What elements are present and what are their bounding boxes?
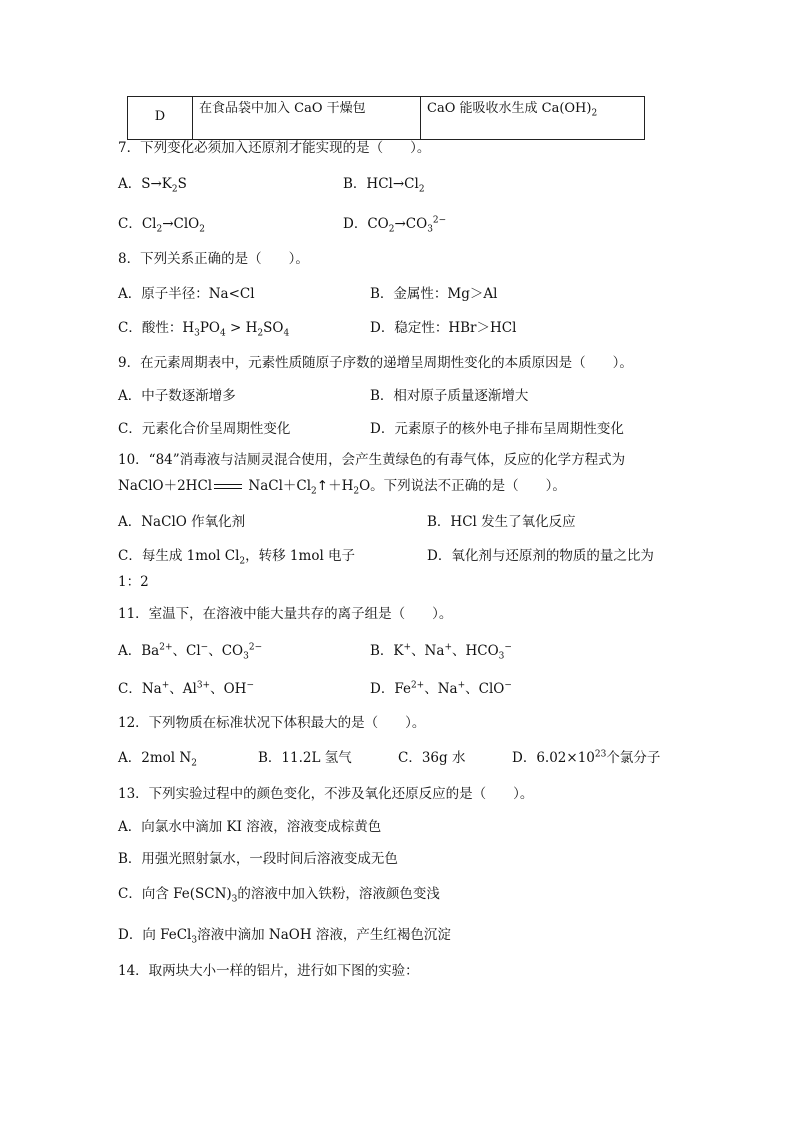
table-row [128,97,645,140]
q12-option-b: B．11.2L 氢气 [258,750,352,766]
q10-stem: 10．“84”消毒液与洁厕灵混合使用，会产生黄绿色的有毒气体，反应的化学方程式为 [118,452,626,468]
q7-option-d: D．$CO_2\to CO_3^{2-}$ [343,215,447,235]
q11-stem: 11．室温下，在溶液中能大量共存的离子组是（ ）。 [118,606,453,622]
q11-option-a: A．$Ba^{2+}$、Cl−、$CO_3^{2-}$ [118,642,263,662]
q11-option-d: D．$Fe^{2+}$、Na+、ClO− [370,680,512,697]
q8-option-a: A．原子半径：Na<Cl [118,286,255,302]
q8-option-c: C．酸性：$H_3PO_4 > H_2SO_4$ [118,320,290,339]
q8-option-d: D．稳定性：HBr＞HCl [370,320,517,336]
q9-option-a: A．中子数逐渐增多 [118,388,236,404]
q7-option-b: B．$HCl\to Cl_2$ [343,176,425,195]
q12-option-c: C．36g 水 [398,750,466,766]
equals-sign-icon [212,482,244,492]
q7-option-a: A．$S\to K_2S$ [118,176,187,195]
q10-option-d-cont: 1：2 [118,574,149,590]
table-cell-action: 在食品袋中加入 CaO 干燥包 [193,97,421,140]
q10-equation: NaClO＋2HCl $NaCl+Cl_2↑+H_2O$。下列说法不正确的是（ ）。 [118,478,566,497]
q8-option-b: B．金属性：Mg＞Al [370,286,498,302]
q9-option-d: D．元素原子的核外电子排布呈周期性变化 [370,421,624,437]
q7-option-c: C．$Cl_2\to ClO_2$ [118,216,205,235]
q9-option-c: C．元素化合价呈周期性变化 [118,421,291,437]
table-cell-option: D [128,97,193,140]
q13-stem: 13．下列实验过程中的颜色变化，不涉及氧化还原反应的是（ ）。 [118,786,534,802]
q12-option-a: A．2mol $N_2$ [118,750,197,769]
q11-option-b: B．K+、Na+、$HCO_3^-$ [370,642,512,662]
q10-option-a: A．NaClO 作氧化剂 [118,514,246,530]
q13-option-a: A．向氯水中滴加 KI 溶液，溶液变成棕黄色 [118,819,382,835]
q13-option-d: D．向 FeCl$_3$溶液中滴加 NaOH 溶液，产生红褐色沉淀 [118,927,451,946]
q10-option-c: C．每生成 1mol $Cl_2$，转移 1mol 电子 [118,548,356,567]
q8-stem: 8．下列关系正确的是（ ）。 [118,251,309,267]
q13-option-c: C．向含 $Fe(SCN)_3$的溶液中加入铁粉，溶液颜色变浅 [118,886,440,905]
q11-option-c: C．Na+、$Al^{3+}$、OH− [118,680,254,697]
table-cell-reason: CaO 能吸收水生成 $Ca(OH)_2$ [421,97,645,140]
q14-stem: 14．取两块大小一样的铝片，进行如下图的实验： [118,963,419,979]
q12-stem: 12．下列物质在标准状况下体积最大的是（ ）。 [118,715,426,731]
q7-stem: 7．下列变化必须加入还原剂才能实现的是（ ）。 [118,140,431,156]
q9-stem: 9．在元素周期表中，元素性质随原子序数的递增呈周期性变化的本质原因是（ ）。 [118,355,633,371]
answer-table [127,96,645,140]
q10-option-b: B．HCl 发生了氧化反应 [427,514,576,530]
q12-option-d: D．$6.02\times 10^{23}$个氯分子 [512,749,661,766]
q13-option-b: B．用强光照射氯水，一段时间后溶液变成无色 [118,851,398,867]
q10-option-d: D．氧化剂与还原剂的物质的量之比为 [427,548,654,564]
q9-option-b: B．相对原子质量逐渐增大 [370,388,529,404]
